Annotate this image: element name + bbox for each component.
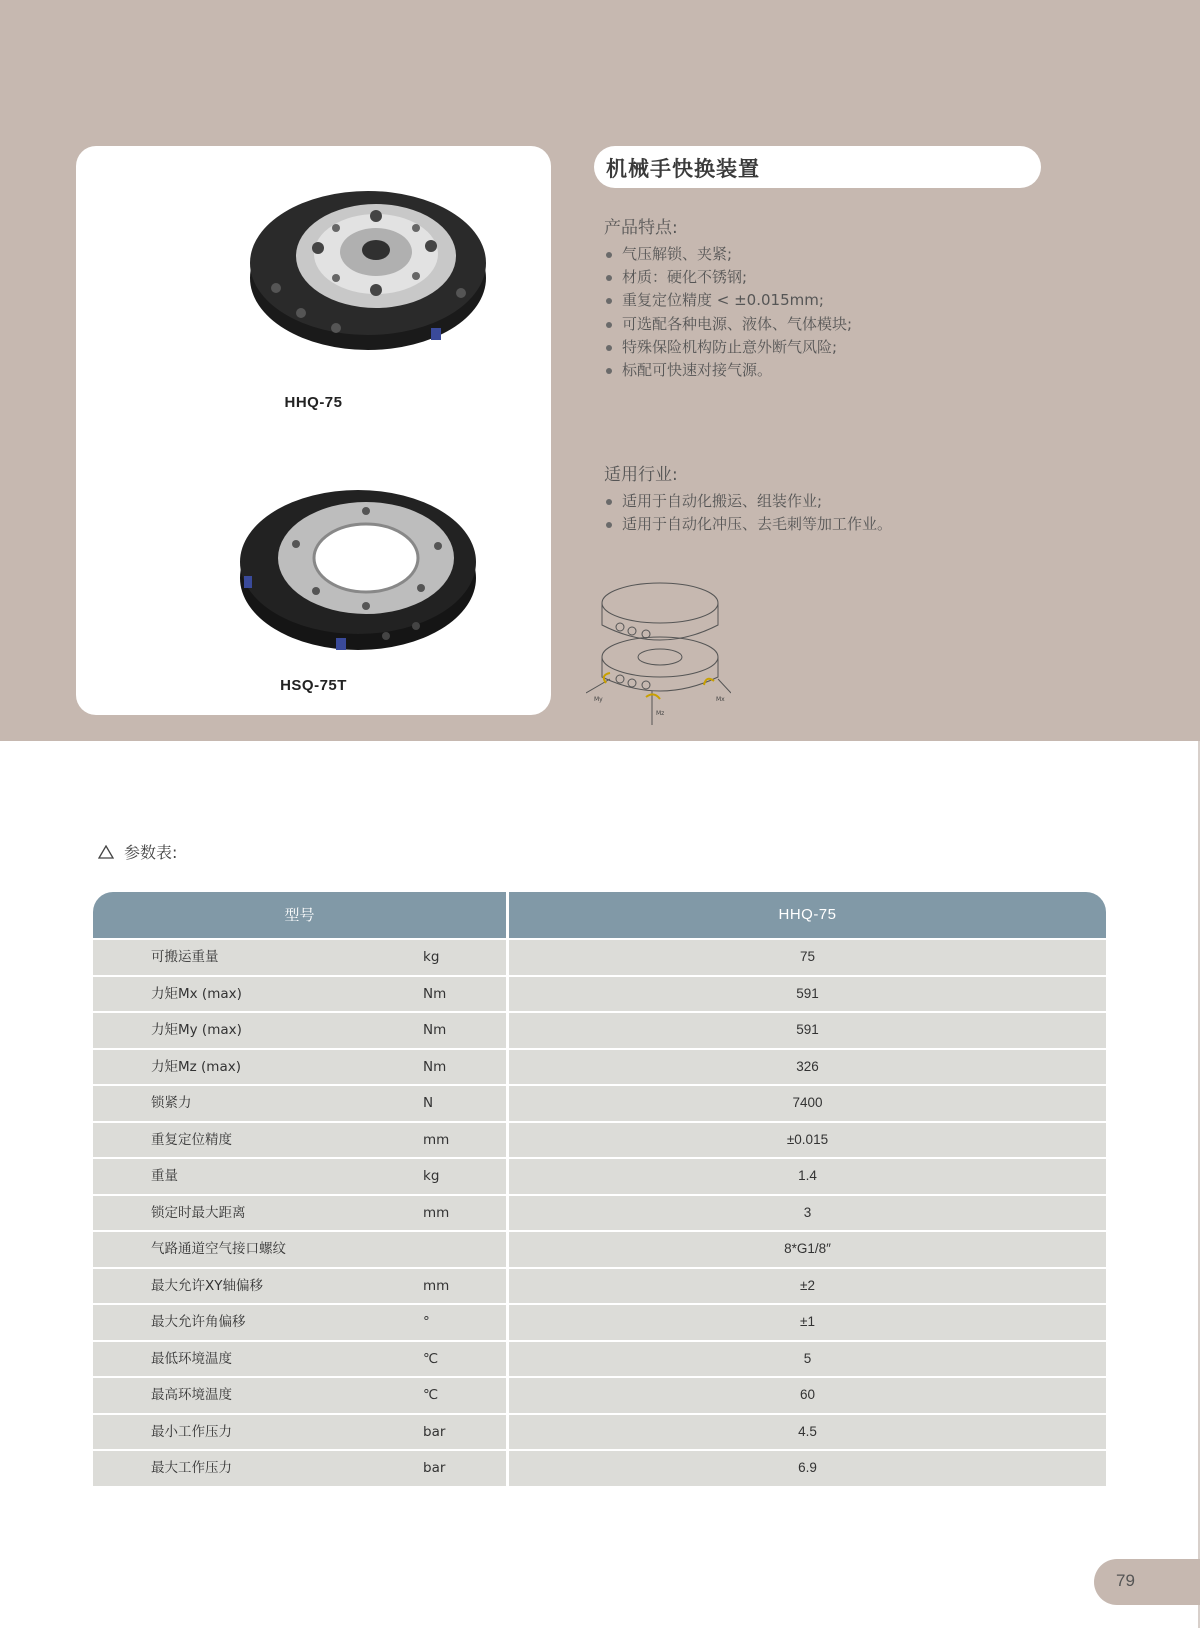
- param-value: 326: [796, 1058, 819, 1074]
- param-name: 锁紧力: [151, 1095, 192, 1111]
- param-name: 锁定时最大距离: [151, 1204, 246, 1221]
- param-unit: °: [423, 1305, 509, 1340]
- params-label: [98, 840, 177, 863]
- table-row: [93, 1194, 1106, 1231]
- param-value: 60: [799, 1387, 816, 1402]
- param-name: 可搬运重量: [151, 949, 219, 965]
- product-caption-hhq-75: HHQ-75: [284, 394, 343, 411]
- list-item: 标配可快速对接气源。: [604, 359, 852, 382]
- table-row: [93, 1376, 1106, 1413]
- list-item: 适用于自动化搬运、组装作业;: [604, 490, 892, 513]
- param-name: 力矩Mz (max): [151, 1058, 241, 1075]
- param-name: 最高环境温度: [151, 1387, 232, 1403]
- table-row: [93, 1413, 1106, 1450]
- param-unit: mm: [423, 1196, 509, 1231]
- triangle-icon: [98, 845, 114, 859]
- param-unit: mm: [423, 1269, 509, 1304]
- param-unit: Nm: [423, 1013, 509, 1048]
- param-name: 气路通道空气接口螺纹: [151, 1241, 286, 1257]
- param-value: 3: [803, 1204, 812, 1220]
- param-value: 591: [796, 1022, 819, 1037]
- param-unit: mm: [423, 1123, 509, 1158]
- param-name: 力矩My (max): [151, 1022, 242, 1038]
- list-item: 特殊保险机构防止意外断气风险;: [604, 336, 852, 359]
- product-caption-hsq-75t: HSQ-75T: [280, 677, 347, 694]
- spec-table: [93, 892, 1106, 1486]
- table-row: [93, 1011, 1106, 1048]
- param-name: 重量: [151, 1168, 178, 1184]
- param-value: 8*G1/8″: [784, 1241, 831, 1256]
- table-row: [93, 1267, 1106, 1304]
- page-number: 79: [1116, 1571, 1135, 1590]
- table-row: [93, 1121, 1106, 1158]
- param-value: ±2: [800, 1277, 815, 1293]
- param-value: 7400: [792, 1095, 823, 1110]
- diagram-label-my: My: [594, 696, 603, 703]
- param-unit: N: [423, 1086, 509, 1121]
- param-value: 591: [796, 985, 819, 1001]
- industries-heading: 适用行业:: [604, 465, 678, 485]
- header-model-value: HHQ-75: [778, 906, 837, 923]
- page-title: 机械手快换装置: [606, 157, 760, 181]
- table-row: [93, 1157, 1106, 1194]
- param-unit: ℃: [423, 1378, 509, 1413]
- param-name: 最大工作压力: [151, 1460, 232, 1476]
- list-item: 适用于自动化冲压、去毛刺等加工作业。: [604, 513, 892, 536]
- table-row: [93, 975, 1106, 1012]
- param-value: 6.9: [798, 1460, 817, 1475]
- param-name: 重复定位精度: [151, 1131, 232, 1148]
- param-name: 力矩Mx (max): [151, 985, 242, 1002]
- param-name: 最小工作压力: [151, 1423, 232, 1440]
- param-name: 最大允许XY轴偏移: [151, 1277, 263, 1294]
- list-item: 重复定位精度 < ±0.015mm;: [604, 289, 852, 312]
- param-unit: kg: [423, 1159, 509, 1194]
- page-number-tab: [1094, 1559, 1200, 1605]
- header-model-label: 型号: [93, 892, 509, 938]
- moment-axes-diagram: [586, 575, 731, 725]
- param-unit: Nm: [423, 1050, 509, 1085]
- features-heading: 产品特点:: [604, 218, 678, 238]
- params-label-text: 参数表:: [124, 843, 178, 862]
- table-row: [93, 1084, 1106, 1121]
- param-unit: ℃: [423, 1342, 509, 1377]
- list-item: 气压解锁、夹紧;: [604, 243, 852, 266]
- table-row: [93, 1048, 1106, 1085]
- table-header: [93, 892, 1106, 938]
- param-value: 75: [799, 949, 816, 964]
- table-row: [93, 938, 1106, 975]
- param-value: 1.4: [798, 1168, 817, 1183]
- diagram-label-mx: Mx: [716, 696, 725, 703]
- param-unit: Nm: [423, 977, 509, 1012]
- param-value: 4.5: [798, 1423, 817, 1439]
- product-images-card: [76, 146, 551, 715]
- list-item: 材质：硬化不锈钢;: [604, 266, 852, 289]
- table-row: [93, 1230, 1106, 1267]
- param-unit: bar: [423, 1451, 509, 1486]
- param-value: ±0.015: [786, 1131, 829, 1147]
- param-value: 5: [803, 1350, 812, 1366]
- param-unit: [423, 1232, 509, 1267]
- hsq-75t-product-image: [216, 466, 501, 666]
- hhq-75-product-image: [226, 168, 511, 368]
- param-name: 最大允许角偏移: [151, 1314, 246, 1330]
- list-item: 可选配各种电源、液体、气体模块;: [604, 313, 852, 336]
- param-unit: kg: [423, 940, 509, 975]
- param-unit: bar: [423, 1415, 509, 1450]
- title-pill: [594, 146, 1041, 188]
- param-value: ±1: [800, 1314, 815, 1329]
- table-row: [93, 1303, 1106, 1340]
- table-row: [93, 1340, 1106, 1377]
- param-name: 最低环境温度: [151, 1350, 232, 1367]
- features-list: [604, 243, 852, 382]
- industries-list: [604, 490, 892, 536]
- diagram-label-mz: Mz: [656, 710, 665, 717]
- table-row: [93, 1449, 1106, 1486]
